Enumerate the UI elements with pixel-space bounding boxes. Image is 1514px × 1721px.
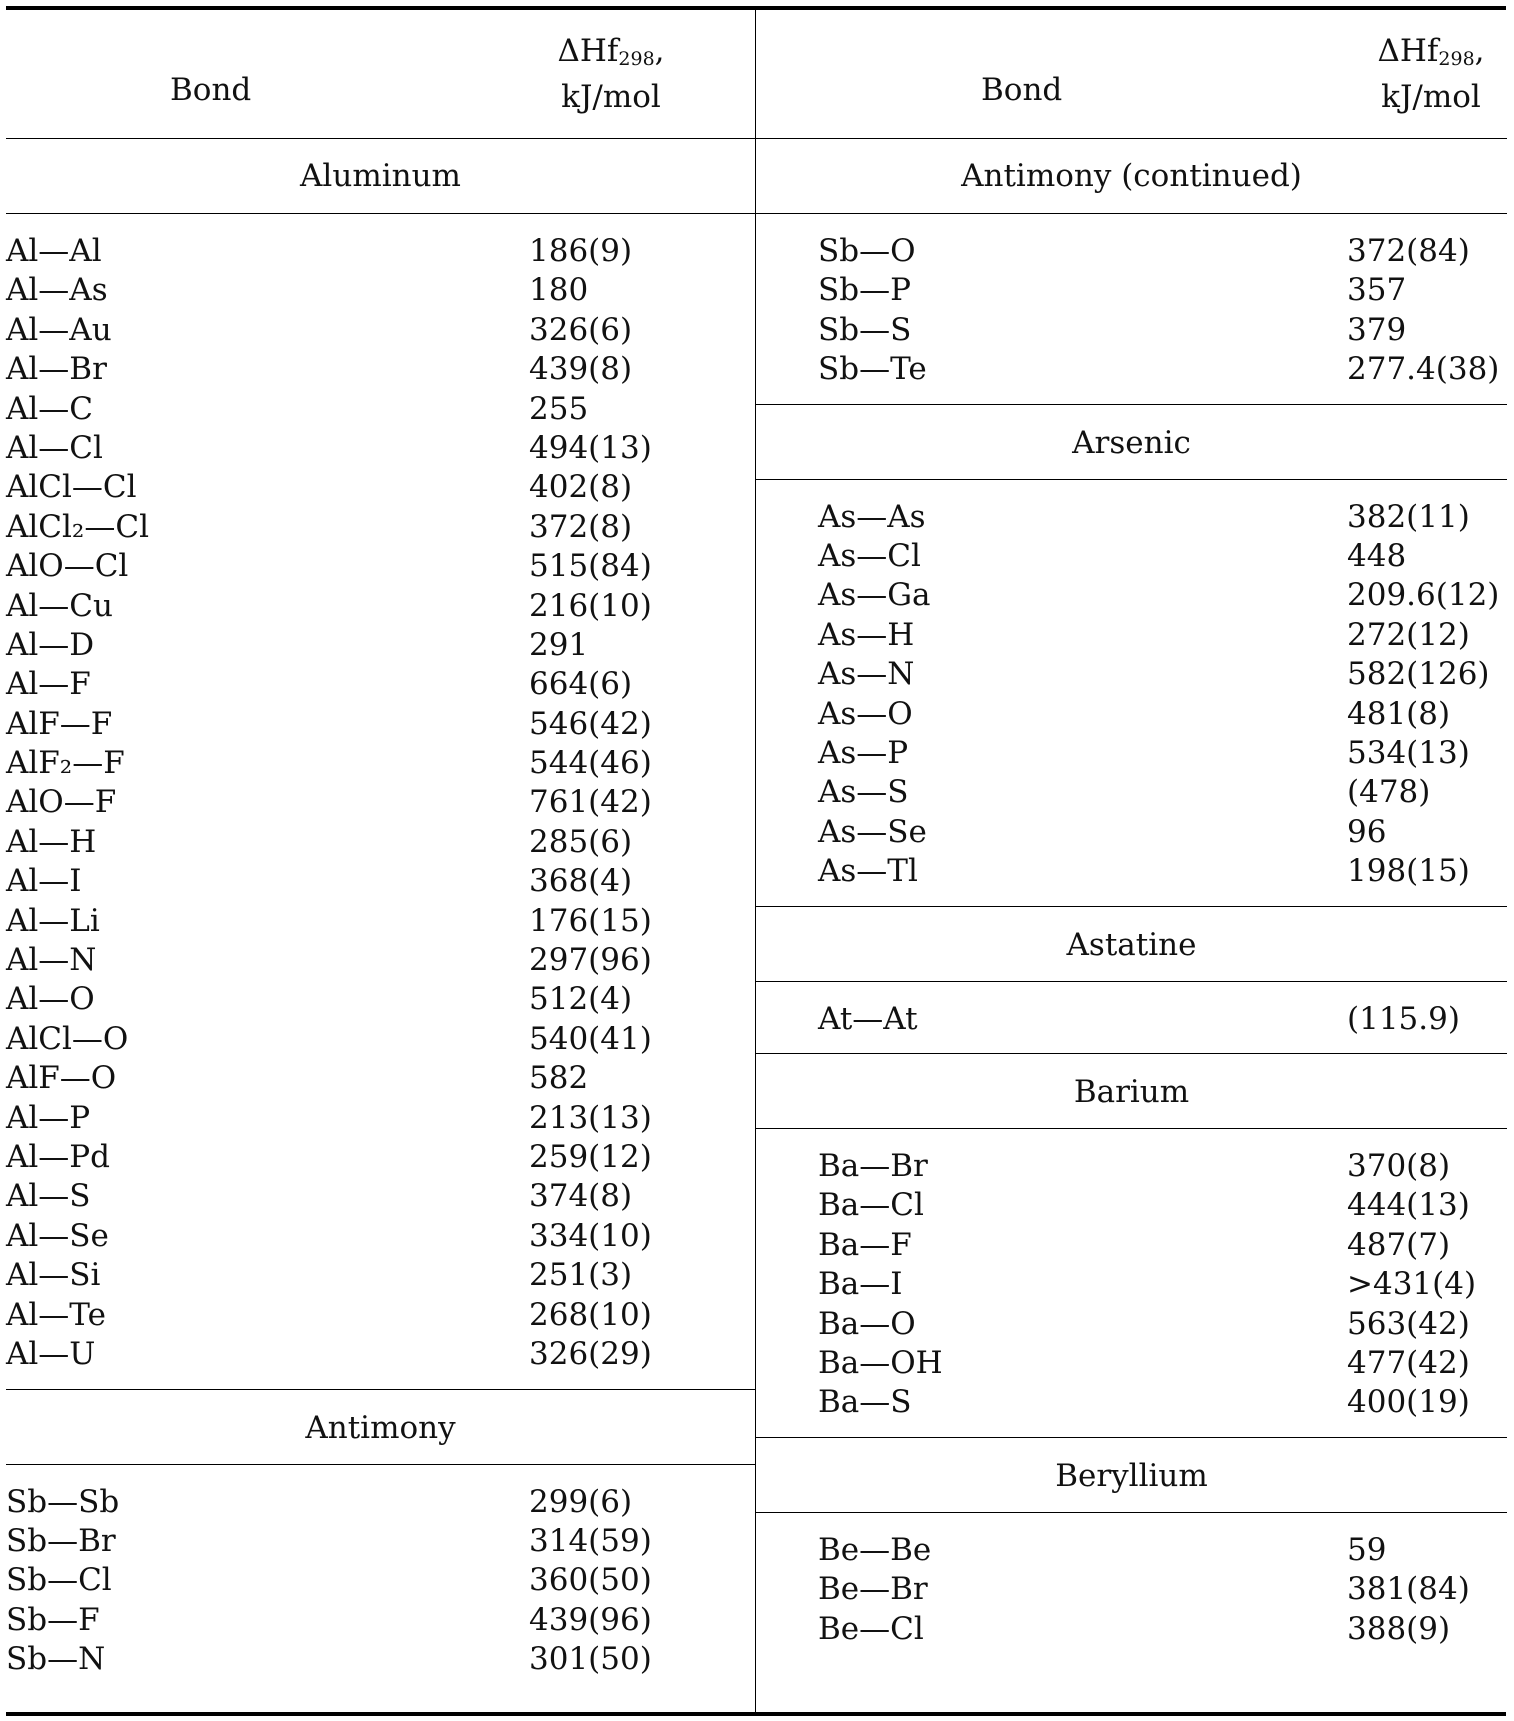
bond-cell: Sb—N (6, 1641, 106, 1678)
table-row (756, 1305, 1507, 1344)
enthalpy-cell: 481(8) (1347, 695, 1451, 732)
section-title: Arsenic (756, 404, 1507, 480)
bond-cell: Al—Al (6, 233, 102, 269)
section-title: Barium (756, 1053, 1507, 1129)
bond-cell: AlCl—Cl (6, 469, 137, 506)
enthalpy-cell: 477(42) (1347, 1344, 1470, 1381)
bond-cell: Al—D (6, 626, 95, 663)
right-column (755, 10, 1507, 1712)
enthalpy-cell: 259(12) (529, 1138, 652, 1175)
bond-energy-table (6, 6, 1506, 1716)
bond-cell: Al—Se (6, 1217, 109, 1254)
bond-cell: Be—Cl (818, 1610, 924, 1647)
table-row (756, 311, 1507, 350)
table-row (756, 813, 1507, 852)
table-row (756, 773, 1507, 812)
left-column (6, 10, 755, 1712)
enthalpy-cell: 251(3) (529, 1257, 633, 1294)
enthalpy-cell: 59 (1347, 1531, 1387, 1568)
table-row (6, 271, 755, 310)
bond-cell: AlO—Cl (6, 548, 129, 585)
bond-cell: At—At (818, 1000, 918, 1037)
enthalpy-cell: 326(29) (529, 1335, 652, 1372)
enthalpy-cell: 216(10) (529, 587, 652, 624)
enthalpy-cell: 664(6) (529, 666, 633, 703)
bond-cell: AlCl—O (6, 1020, 129, 1057)
enthalpy-cell: 402(8) (529, 469, 633, 506)
enthalpy-cell: 515(84) (529, 548, 652, 585)
table-row (756, 271, 1507, 310)
bond-cell: As—N (818, 656, 915, 693)
section-rows (756, 1531, 1507, 1649)
table-row (6, 941, 755, 980)
section-rows (6, 1483, 755, 1680)
bond-cell: Al—Cu (6, 587, 113, 624)
section-rows (756, 232, 1507, 390)
bond-cell: As—Ga (818, 577, 931, 614)
enthalpy-cell: 444(13) (1347, 1187, 1470, 1224)
table-row (6, 468, 755, 507)
table-row (756, 695, 1507, 734)
enthalpy-cell: >431(4) (1347, 1266, 1477, 1303)
bond-cell: Sb—F (6, 1601, 100, 1638)
table-row (756, 498, 1507, 537)
table-row (756, 1186, 1507, 1225)
header-value-label: ΔHf$_{298}$, kJ/mol (1377, 33, 1485, 115)
enthalpy-cell: 582(126) (1347, 656, 1490, 693)
table-row (756, 232, 1507, 271)
bond-cell: As—Se (818, 813, 927, 850)
table-row (756, 1226, 1507, 1265)
enthalpy-cell: 96 (1347, 813, 1387, 850)
enthalpy-cell: 761(42) (529, 784, 652, 821)
bond-cell: As—Cl (818, 537, 921, 574)
table-row (6, 232, 755, 271)
enthalpy-cell: 372(84) (1347, 233, 1470, 269)
table-row (756, 1383, 1507, 1422)
section-rows (6, 232, 755, 1374)
enthalpy-cell: 299(6) (529, 1483, 633, 1520)
table-row (6, 311, 755, 350)
bond-cell: Al—N (6, 942, 97, 979)
table-row (6, 1522, 755, 1561)
enthalpy-cell: 297(96) (529, 942, 652, 979)
enthalpy-cell: 314(59) (529, 1522, 652, 1559)
enthalpy-cell: (478) (1347, 774, 1431, 811)
table-row (756, 576, 1507, 615)
table-row (6, 665, 755, 704)
table-row (756, 1610, 1507, 1649)
enthalpy-cell: 512(4) (529, 981, 633, 1018)
bond-cell: Al—Pd (6, 1138, 111, 1175)
section-rows (756, 1000, 1507, 1039)
table-row (756, 1570, 1507, 1609)
table-row (6, 1177, 755, 1216)
bond-cell: Al—H (6, 823, 97, 860)
enthalpy-cell: 277.4(38) (1347, 351, 1500, 388)
bond-cell: AlF—O (6, 1060, 117, 1097)
bond-cell: Al—Cl (6, 429, 103, 466)
table-row (756, 734, 1507, 773)
table-row (756, 1147, 1507, 1186)
table-row (6, 1296, 755, 1335)
section-title: Antimony (continued) (756, 138, 1507, 214)
bond-cell: As—H (818, 616, 915, 653)
enthalpy-cell: 198(15) (1347, 853, 1470, 890)
bond-cell: Ba—Cl (818, 1187, 924, 1224)
table-row (756, 655, 1507, 694)
table-row (6, 823, 755, 862)
bond-cell: AlCl₂—Cl (6, 508, 149, 545)
bond-cell: Sb—Te (818, 351, 927, 388)
enthalpy-cell: 439(8) (529, 351, 633, 388)
table-row (756, 1531, 1507, 1570)
bond-cell: AlF—F (6, 705, 113, 742)
enthalpy-cell: 368(4) (529, 863, 633, 900)
table-row (756, 350, 1507, 389)
enthalpy-cell: 582 (529, 1060, 589, 1097)
table-row (6, 1483, 755, 1522)
table-row (756, 852, 1507, 891)
bond-cell: Al—I (6, 863, 82, 900)
enthalpy-cell: 326(6) (529, 311, 633, 348)
bond-cell: Al—O (6, 981, 95, 1018)
table-row (756, 537, 1507, 576)
bond-cell: As—O (818, 695, 913, 732)
bond-cell: Al—As (6, 272, 108, 309)
bond-cell: Sb—Sb (6, 1483, 120, 1520)
section-title: Beryllium (756, 1437, 1507, 1513)
table-row (6, 1099, 755, 1138)
table-row (6, 783, 755, 822)
header-bond-label: Bond (170, 72, 252, 108)
enthalpy-cell: 272(12) (1347, 616, 1470, 653)
enthalpy-cell: 334(10) (529, 1217, 652, 1254)
bond-cell: Al—P (6, 1099, 91, 1136)
table-row (6, 350, 755, 389)
enthalpy-cell: 301(50) (529, 1641, 652, 1678)
enthalpy-cell: 357 (1347, 272, 1407, 309)
table-row (6, 626, 755, 665)
table-row (6, 744, 755, 783)
table-row (6, 547, 755, 586)
enthalpy-cell: 563(42) (1347, 1305, 1470, 1342)
bond-cell: Al—Te (6, 1296, 106, 1333)
enthalpy-cell: 176(15) (529, 902, 652, 939)
section-title: Antimony (6, 1389, 755, 1465)
enthalpy-cell: 439(96) (529, 1601, 652, 1638)
bond-cell: As—S (818, 774, 909, 811)
enthalpy-cell: 382(11) (1347, 498, 1470, 535)
enthalpy-cell: 534(13) (1347, 734, 1470, 771)
table-row (756, 1344, 1507, 1383)
bond-cell: Sb—P (818, 272, 911, 309)
column-header (6, 10, 755, 139)
bond-cell: Sb—Br (6, 1522, 116, 1559)
table-row (6, 1138, 755, 1177)
enthalpy-cell: 379 (1347, 311, 1407, 348)
bond-cell: Be—Br (818, 1571, 928, 1608)
table-row (6, 1335, 755, 1374)
table-row (756, 1000, 1507, 1039)
bond-cell: Sb—S (818, 311, 912, 348)
enthalpy-cell: 370(8) (1347, 1148, 1451, 1184)
bond-cell: Al—S (6, 1178, 91, 1215)
enthalpy-cell: 487(7) (1347, 1226, 1451, 1263)
enthalpy-cell: 494(13) (529, 429, 652, 466)
header-bond-label: Bond (981, 72, 1063, 108)
table-row (6, 902, 755, 941)
table-row (6, 1217, 755, 1256)
enthalpy-cell: 388(9) (1347, 1610, 1451, 1647)
table-row (756, 1265, 1507, 1304)
enthalpy-cell: 291 (529, 626, 589, 663)
bond-cell: Al—F (6, 666, 91, 703)
bond-cell: Sb—Cl (6, 1562, 112, 1599)
bond-cell: Ba—Br (818, 1148, 928, 1184)
enthalpy-cell: 285(6) (529, 823, 633, 860)
bond-cell: Al—Br (6, 351, 107, 388)
table-row (6, 862, 755, 901)
bond-cell: Sb—O (818, 233, 916, 269)
bond-cell: Ba—O (818, 1305, 916, 1342)
enthalpy-cell: 381(84) (1347, 1571, 1470, 1608)
bond-cell: Ba—F (818, 1226, 912, 1263)
bond-cell: Al—Si (6, 1257, 101, 1294)
table-row (6, 587, 755, 626)
section-title: Aluminum (6, 138, 755, 214)
enthalpy-cell: 360(50) (529, 1562, 652, 1599)
table-row (6, 705, 755, 744)
bond-cell: Al—C (6, 390, 94, 427)
section-rows (756, 1147, 1507, 1423)
enthalpy-cell: 186(9) (529, 233, 633, 269)
table-row (6, 508, 755, 547)
enthalpy-cell: 372(8) (529, 508, 633, 545)
enthalpy-cell: 546(42) (529, 705, 652, 742)
table-row (6, 429, 755, 468)
table-row (6, 1640, 755, 1679)
enthalpy-cell: 180 (529, 272, 589, 309)
table-row (6, 1601, 755, 1640)
table-row (6, 1256, 755, 1295)
table-row (6, 1059, 755, 1098)
enthalpy-cell: 400(19) (1347, 1384, 1470, 1421)
enthalpy-cell: 374(8) (529, 1178, 633, 1215)
bond-cell: As—Tl (818, 853, 918, 890)
bond-cell: Be—Be (818, 1531, 932, 1568)
table-row (6, 980, 755, 1019)
section-title: Astatine (756, 906, 1507, 982)
table-row (756, 616, 1507, 655)
bond-cell: Ba—S (818, 1384, 912, 1421)
bond-cell: Ba—I (818, 1266, 903, 1303)
enthalpy-cell: 213(13) (529, 1099, 652, 1136)
header-value-label: ΔHf$_{298}$, kJ/mol (557, 33, 665, 115)
table-row (6, 1561, 755, 1600)
bond-cell: Al—Li (6, 902, 100, 939)
bond-cell: AlO—F (6, 784, 117, 821)
enthalpy-cell: 540(41) (529, 1020, 652, 1057)
bond-cell: AlF₂—F (6, 745, 125, 782)
bond-cell: Al—U (6, 1335, 96, 1372)
enthalpy-cell: 448 (1347, 537, 1407, 574)
bond-cell: Ba—OH (818, 1344, 943, 1381)
bond-cell: Al—Au (6, 311, 112, 348)
enthalpy-cell: 209.6(12) (1347, 577, 1500, 614)
column-header (756, 10, 1507, 139)
enthalpy-cell: (115.9) (1347, 1000, 1460, 1037)
enthalpy-cell: 544(46) (529, 745, 652, 782)
enthalpy-cell: 255 (529, 390, 589, 427)
table-row (6, 1020, 755, 1059)
bond-cell: As—As (818, 498, 926, 535)
section-rows (756, 498, 1507, 892)
table-row (6, 390, 755, 429)
enthalpy-cell: 268(10) (529, 1296, 652, 1333)
bond-cell: As—P (818, 734, 909, 771)
